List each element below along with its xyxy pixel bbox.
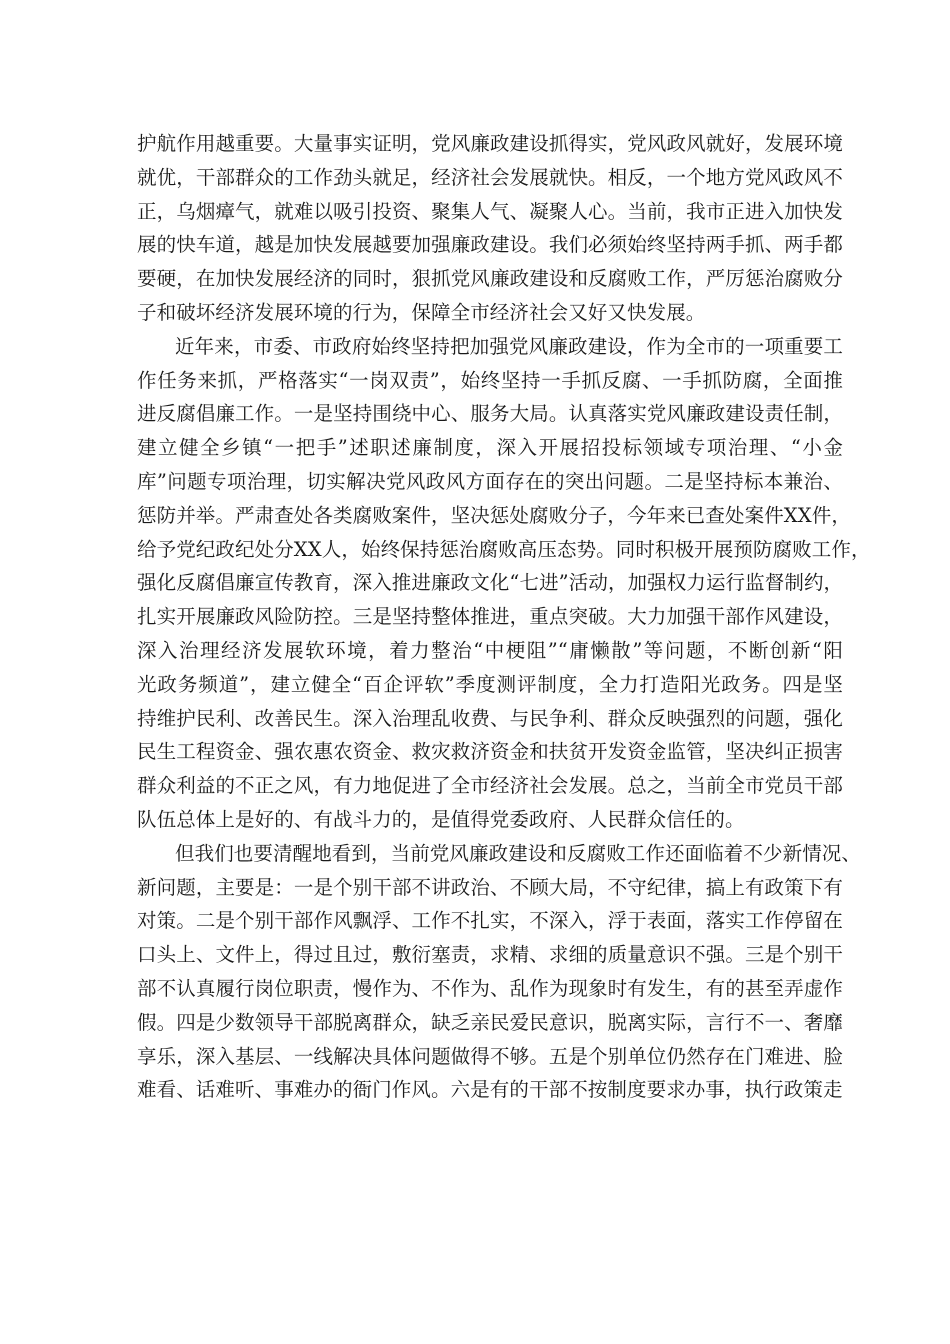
text-line: 难看、话难听、事难办的衙门作风。六是有的干部不按制度要求办事，执行政策走: [137, 1078, 843, 1102]
text-line: 给予党纪政纪处分XX人，始终保持惩治腐败高压态势。同时积极开展预防腐败工作，: [137, 537, 871, 561]
text-line: 近年来，市委、市政府始终坚持把加强党风廉政建设，作为全市的一项重要工: [175, 334, 843, 358]
text-line: 民生工程资金、强农惠农资金、救灾救济资金和扶贫开发资金监管，坚决纠正损害: [137, 740, 843, 764]
text-line: 正，乌烟瘴气，就难以吸引投资、聚集人气、凝聚人心。当前，我市正进入加快发: [137, 199, 843, 223]
text-line: 进反腐倡廉工作。一是坚持围绕中心、服务大局。认真落实党风廉政建设责任制，: [137, 402, 843, 426]
text-line: 作任务来抓，严格落实“一岗双责”，始终坚持一手抓反腐、一手抓防腐，全面推: [137, 368, 843, 392]
text-line: 假。四是少数领导干部脱离群众，缺乏亲民爱民意识，脱离实际，言行不一、奢靡: [137, 1010, 843, 1034]
text-line: 深入治理经济发展软环境，着力整治“中梗阻”“庸懒散”等问题，不断创新“阳: [137, 638, 843, 662]
text-line: 就优，干部群众的工作劲头就足，经济社会发展就快。相反，一个地方党风政风不: [137, 165, 843, 189]
text-line: 护航作用越重要。大量事实证明，党风廉政建设抓得实，党风政风就好，发展环境: [137, 132, 843, 155]
paragraph: [137, 127, 843, 330]
text-line: 新问题，主要是：一是个别干部不讲政治、不顾大局，不守纪律，搞上有政策下有: [137, 875, 843, 899]
text-line: 惩防并举。严肃查处各类腐败案件，坚决惩处腐败分子，今年来已查处案件XX件，: [137, 503, 851, 527]
text-line: 享乐，深入基层、一线解决具体问题做得不够。五是个别单位仍然存在门难进、脸: [137, 1044, 843, 1068]
text-line: 群众利益的不正之风，有力地促进了全市经济社会发展。总之，当前全市党员干部: [137, 774, 843, 798]
paragraph: [137, 330, 871, 837]
text-line: 对策。二是个别干部作风飘浮、工作不扎实，不深入，浮于表面，落实工作停留在: [137, 909, 843, 933]
paragraph: [137, 837, 862, 1107]
text-line: 要硬，在加快发展经济的同时，狠抓党风廉政建设和反腐败工作，严厉惩治腐败分: [137, 267, 843, 291]
text-line: 部不认真履行岗位职责，慢作为、不作为、乱作为现象时有发生，有的甚至弄虚作: [137, 976, 843, 1000]
text-line: 队伍总体上是好的、有战斗力的，是值得党委政府、人民群众信任的。: [137, 807, 745, 831]
text-line: 建立健全乡镇“一把手”述职述廉制度，深入开展招投标领域专项治理、“小金: [137, 436, 843, 460]
text-line: 持维护民利、改善民生。深入治理乱收费、与民争利、群众反映强烈的问题，强化: [137, 706, 843, 730]
text-line: 但我们也要清醒地看到，当前党风廉政建设和反腐败工作还面临着不少新情况、: [175, 841, 862, 865]
text-line: 子和破坏经济发展环境的行为，保障全市经济社会又好又快发展。: [137, 300, 706, 324]
text-line: 光政务频道”，建立健全“百企评软”季度测评制度，全力打造阳光政务。四是坚: [137, 672, 843, 696]
text-line: 展的快车道，越是加快发展越要加强廉政建设。我们必须始终坚持两手抓、两手都: [137, 233, 843, 257]
text-line: 库”问题专项治理，切实解决党风政风方面存在的突出问题。二是坚持标本兼治、: [137, 469, 843, 493]
text-line: 强化反腐倡廉宣传教育，深入推进廉政文化“七进”活动，加强权力运行监督制约，: [137, 571, 844, 595]
text-line: 口头上、文件上，得过且过，敷衍塞责，求精、求细的质量意识不强。三是个别干: [137, 943, 843, 967]
text-line: 扎实开展廉政风险防控。三是坚持整体推进，重点突破。大力加强干部作风建设，: [137, 605, 843, 629]
document-body: [137, 127, 871, 1107]
